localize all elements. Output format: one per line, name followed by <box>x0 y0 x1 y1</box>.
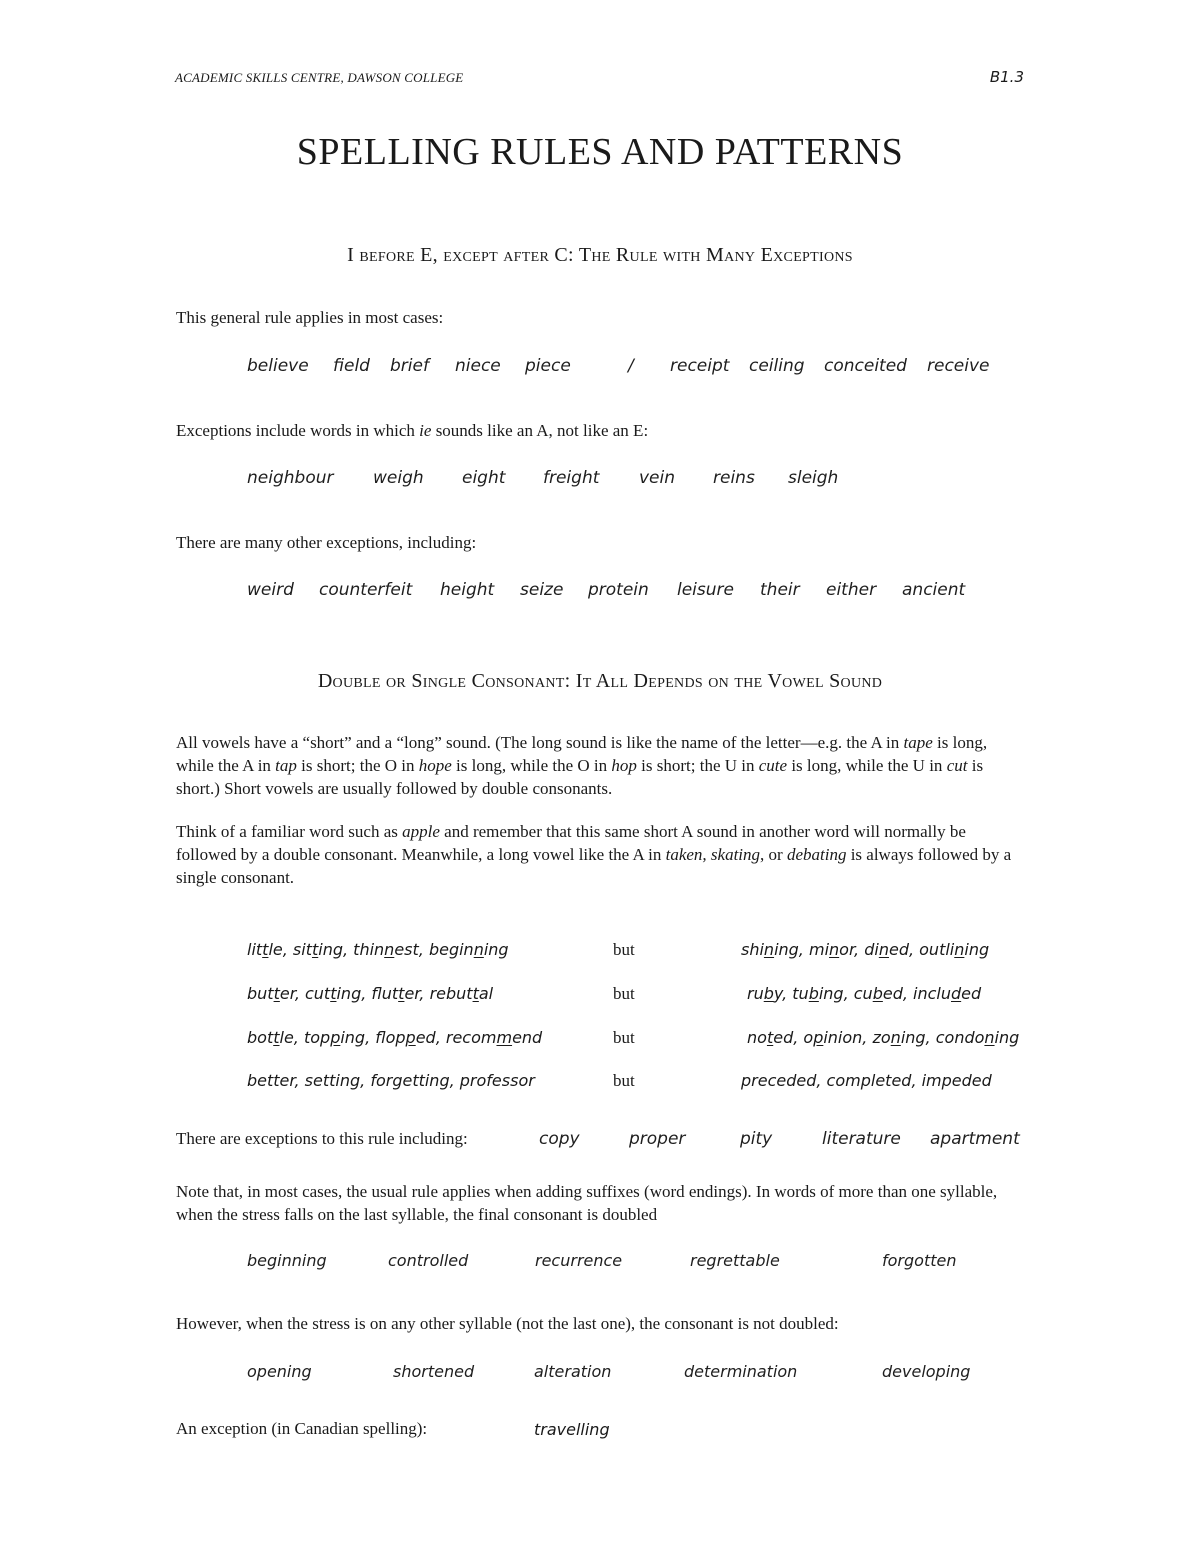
slash-separator: / <box>628 356 634 376</box>
page-title: SPELLING RULES AND PATTERNS <box>296 131 904 173</box>
word-item: neighbour <box>247 468 334 488</box>
word-item: ancient <box>902 580 966 600</box>
canadian-exception-word: travelling <box>534 1420 610 1439</box>
word-item: brief <box>390 356 429 376</box>
word-item: eight <box>462 468 506 488</box>
double-consonant-examples: better, setting, forgetting, professor <box>247 1071 535 1090</box>
word-item: either <box>826 580 877 600</box>
word-item: forgotten <box>882 1251 957 1270</box>
comparison-row <box>0 1071 1200 1097</box>
canadian-exception-label: An exception (in Canadian spelling): <box>176 1419 428 1438</box>
double-consonant-examples: butter, cutting, flutter, rebuttal <box>247 984 494 1003</box>
word-item: pity <box>740 1129 773 1149</box>
exceptions-intro: Exceptions include words in which ie sounds like an A, not like an E: <box>176 421 649 440</box>
header-page-number: B1.3 <box>989 68 1024 86</box>
rule-exceptions-label: There are exceptions to this rule including: <box>176 1129 468 1148</box>
word-item: proper <box>629 1129 686 1149</box>
word-item: recurrence <box>535 1251 623 1270</box>
word-item: opening <box>247 1362 312 1381</box>
word-item: their <box>760 580 800 600</box>
word-item: conceited <box>824 356 907 376</box>
header-left: ACADEMIC SKILLS CENTRE, DAWSON COLLEGE <box>175 70 464 85</box>
apple-paragraph: Think of a familiar word such as apple and remember that this same short A sound in another word will normally be followed by a double consonant. Meanwhile, a long vowel like the A in taken, skating, or debating is always followed by a single consonant. <box>176 822 1012 887</box>
but-separator: but <box>613 1028 635 1047</box>
word-item: reins <box>713 468 755 488</box>
double-consonant-examples: bottle, topping, flopped, recommend <box>247 1028 543 1047</box>
word-item: controlled <box>388 1251 469 1270</box>
but-separator: but <box>613 1071 635 1090</box>
comparison-row <box>0 1028 1200 1054</box>
but-separator: but <box>613 984 635 1003</box>
word-item: vein <box>639 468 676 488</box>
single-consonant-examples: shining, minor, dined, outlining <box>741 940 990 959</box>
but-separator: but <box>613 940 635 959</box>
word-item: weird <box>247 580 294 600</box>
single-consonant-examples: ruby, tubing, cubed, included <box>747 984 982 1003</box>
word-item: field <box>333 356 370 376</box>
word-item: shortened <box>393 1362 475 1381</box>
word-item: weigh <box>373 468 424 488</box>
word-item: ceiling <box>749 356 805 376</box>
word-item: sleigh <box>788 468 839 488</box>
word-item: literature <box>822 1129 901 1149</box>
word-item: determination <box>684 1362 798 1381</box>
rule-intro: This general rule applies in most cases: <box>176 308 444 327</box>
word-item: apartment <box>930 1129 1020 1149</box>
word-item: receipt <box>670 356 730 376</box>
word-item: alteration <box>534 1362 612 1381</box>
single-consonant-examples: noted, opinion, zoning, condoning <box>747 1028 1020 1047</box>
word-item: freight <box>543 468 600 488</box>
vowel-sound-paragraph: All vowels have a “short” and a “long” sound. (The long sound is like the name of the letter—e.g. the A in tape is long, while the A in tap is short; the O in hope is long, while the O in hop is short; the U in cute is long, while the U in cut is short.) Short vowels are usually followed by double consonants. <box>176 733 988 798</box>
word-item: developing <box>882 1362 971 1381</box>
word-item: beginning <box>247 1251 327 1270</box>
word-item: height <box>440 580 495 600</box>
word-item: copy <box>539 1129 580 1149</box>
word-item: seize <box>520 580 564 600</box>
other-exceptions-intro: There are many other exceptions, including: <box>176 533 477 552</box>
word-item: protein <box>588 580 649 600</box>
section-title-double-single: Double or Single Consonant: It All Depends on the Vowel Sound <box>317 670 883 692</box>
word-item: piece <box>525 356 571 376</box>
comparison-row <box>0 984 1200 1010</box>
word-item: receive <box>927 356 990 376</box>
word-item: counterfeit <box>319 580 413 600</box>
word-item: regrettable <box>690 1251 780 1270</box>
suffix-note-paragraph: Note that, in most cases, the usual rule applies when adding suffixes (word endings). In words of more than one syllable, when the stress falls on the last syllable, the final consonant is doubled <box>176 1182 998 1224</box>
section-title-i-before-e: I before E, except after C: The Rule with Many Exceptions <box>347 244 853 266</box>
not-doubled-intro: However, when the stress is on any other syllable (not the last one), the consonant is not doubled: <box>176 1314 839 1333</box>
single-consonant-examples: preceded, completed, impeded <box>741 1071 992 1090</box>
double-consonant-examples: little, sitting, thinnest, beginning <box>247 940 509 959</box>
word-item: leisure <box>677 580 734 600</box>
word-item: believe <box>247 356 309 376</box>
comparison-row <box>0 940 1200 966</box>
word-item: niece <box>455 356 501 376</box>
